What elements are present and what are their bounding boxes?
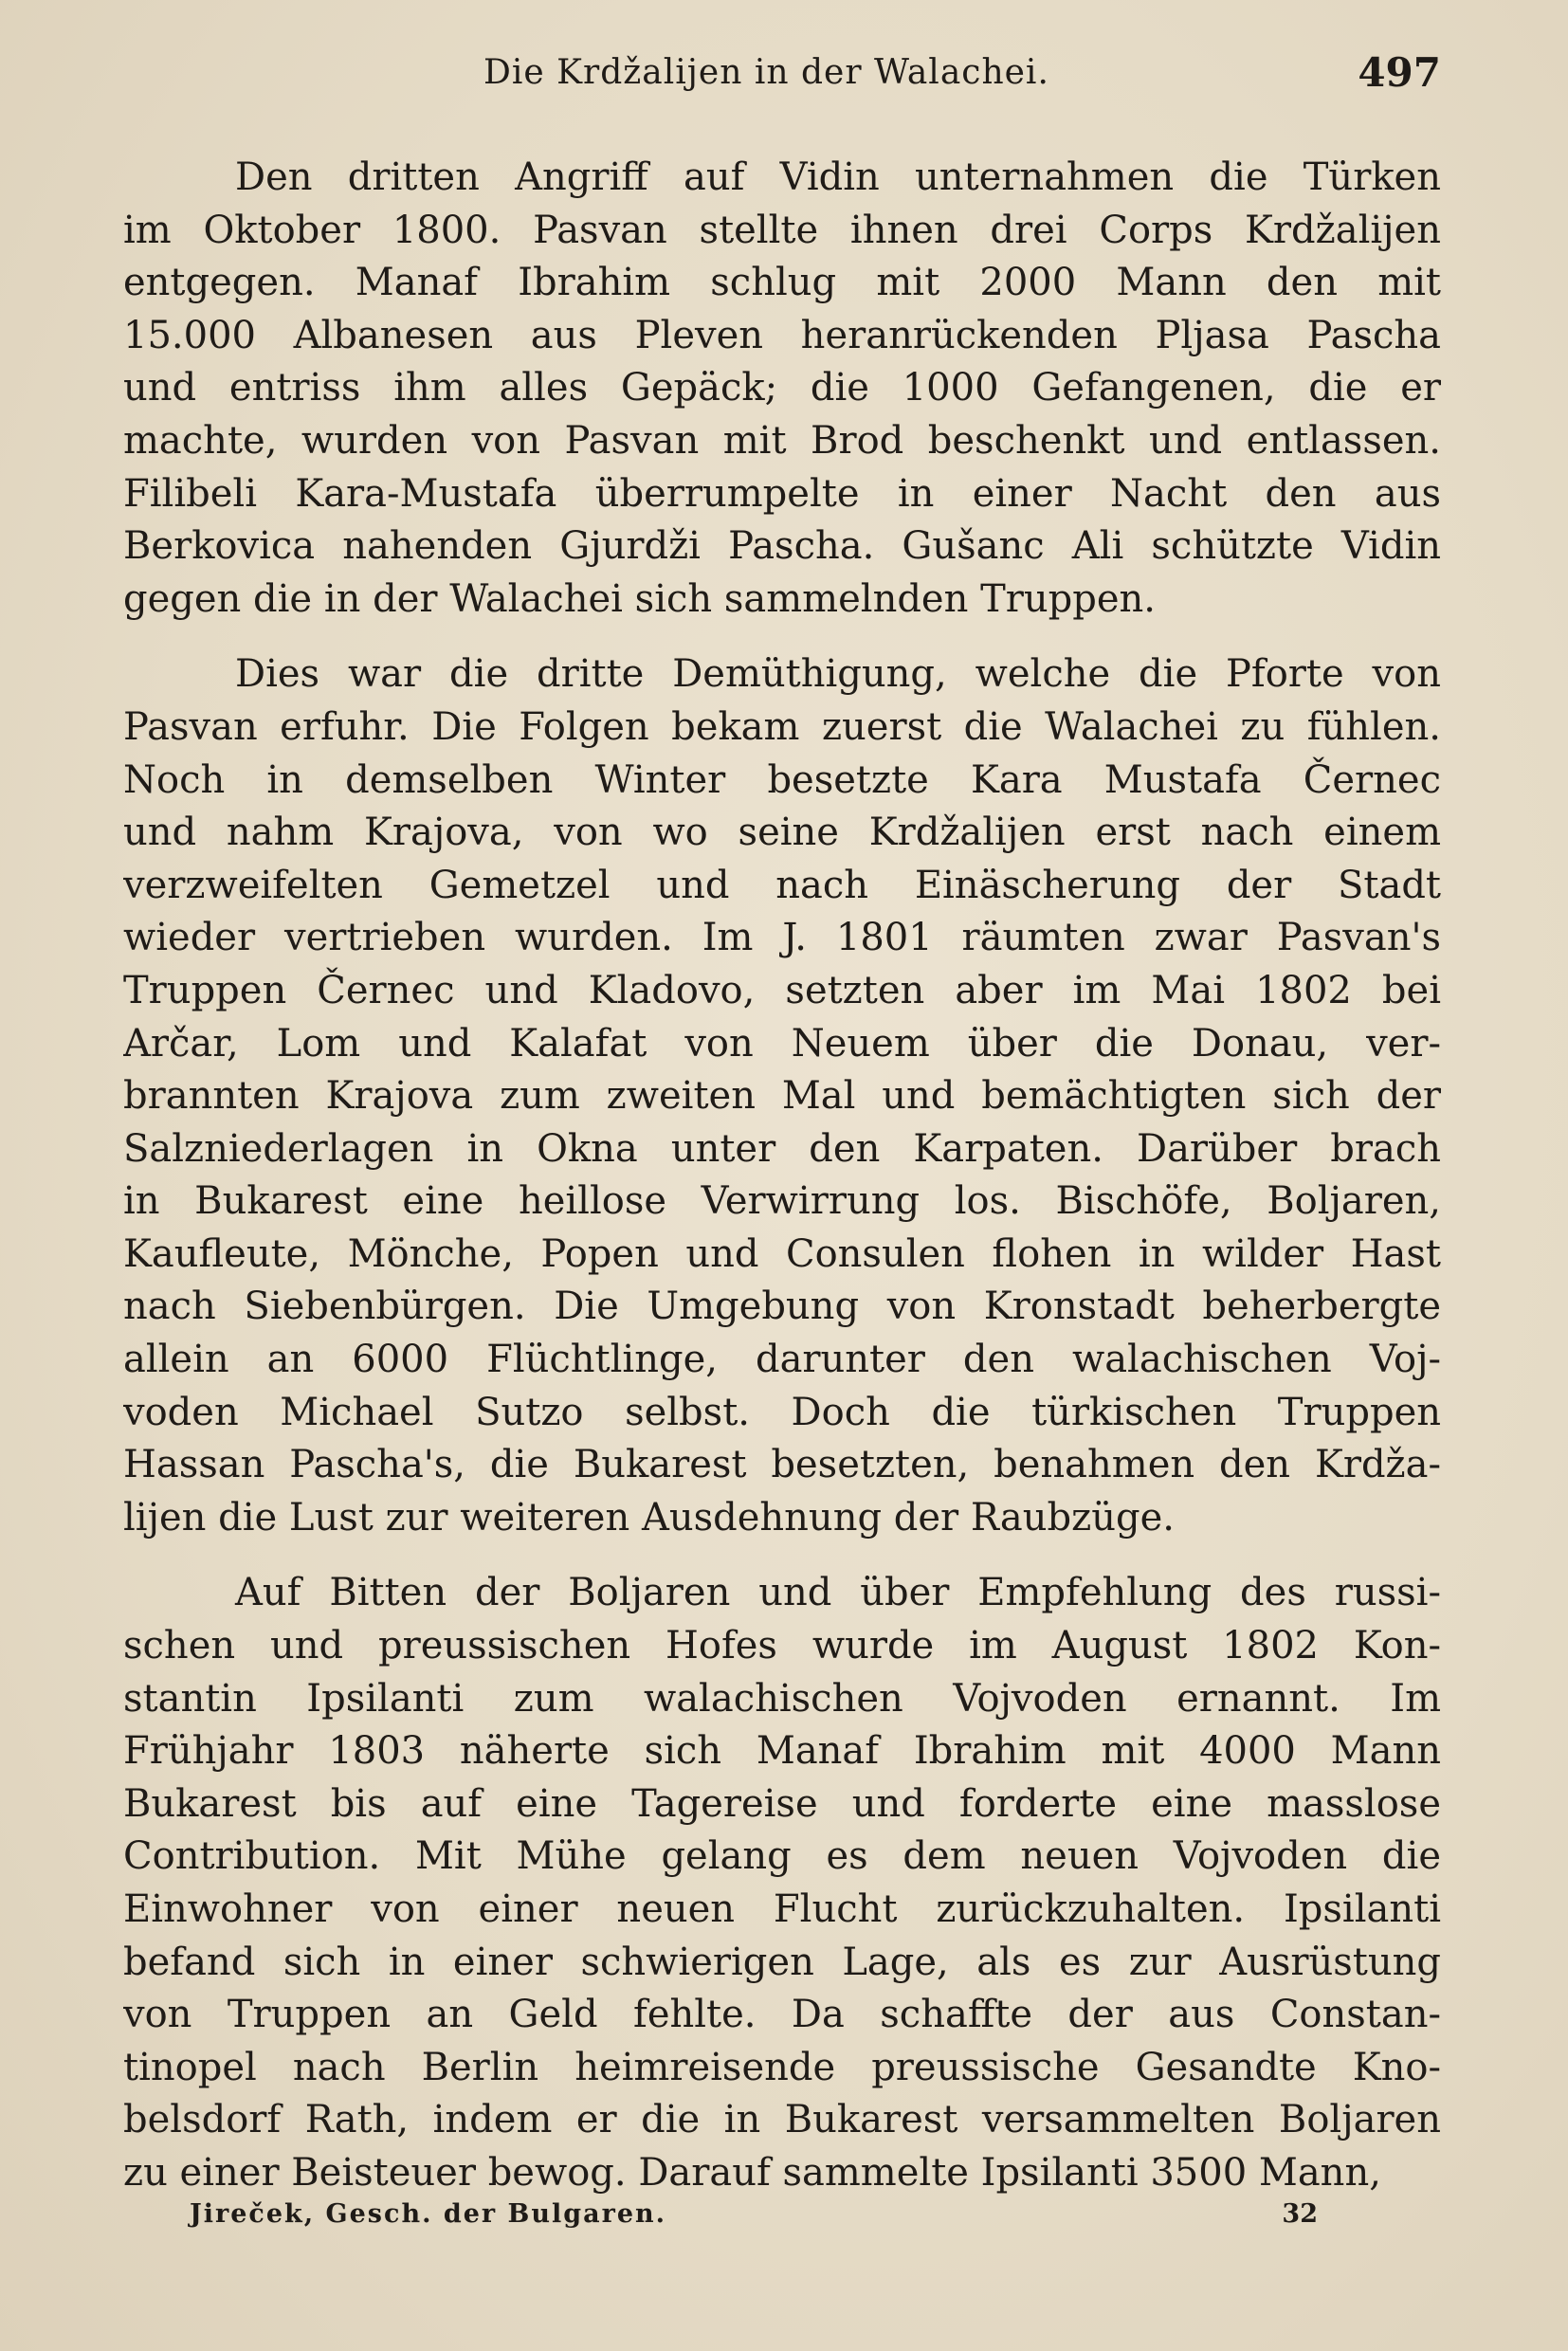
footer-signature: Jireček, Gesch. der Bulgaren.	[190, 2199, 667, 2229]
text-line: in Bukarest eine heillose Verwirrung los. Bischöfe, Boljaren,	[123, 1179, 1441, 1224]
footer-sheet-number: 32	[1282, 2199, 1318, 2229]
text-line: Arčar, Lom und Kalafat von Neuem über die Donau, ver-	[123, 1021, 1441, 1066]
text-line: schen und preussischen Hofes wurde im August 1802 Kon-	[123, 1624, 1441, 1668]
text-line: 15.000 Albanesen aus Pleven heranrückenden Pljasa Pascha	[123, 313, 1441, 357]
text-line: lijen die Lust zur weiteren Ausdehnung der Raubzüge.	[123, 1495, 1175, 1540]
page-number: 497	[1358, 49, 1441, 96]
body-text	[123, 152, 1441, 2223]
text-line: voden Michael Sutzo selbst. Doch die türkischen Truppen	[123, 1390, 1441, 1434]
text-line: Den dritten Angriff auf Vidin unternahmen die Türken	[235, 155, 1441, 199]
text-line: Einwohner von einer neuen Flucht zurückzuhalten. Ipsilanti	[123, 1887, 1441, 1931]
text-line: wieder vertrieben wurden. Im J. 1801 räumten zwar Pasvan's	[123, 916, 1441, 960]
text-line: Contribution. Mit Mühe gelang es dem neuen Vojvoden die	[123, 1834, 1441, 1879]
paragraph	[123, 152, 1441, 626]
text-line: befand sich in einer schwierigen Lage, als es zur Ausrüstung	[123, 1940, 1441, 1984]
text-line: Noch in demselben Winter besetzte Kara Mustafa Černec	[123, 757, 1441, 802]
text-line: Berkovica nahenden Gjurdži Pascha. Gušanc Ali schützte Vidin	[123, 524, 1441, 569]
text-line: allein an 6000 Flüchtlinge, darunter den walachischen Voj-	[123, 1338, 1441, 1382]
text-line: und nahm Krajova, von wo seine Krdžalijen erst nach einem	[123, 811, 1441, 855]
text-line: Auf Bitten der Boljaren und über Empfehlung des russi-	[235, 1571, 1441, 1615]
text-line: Pasvan erfuhr. Die Folgen bekam zuerst die Walachei zu fühlen.	[123, 704, 1441, 749]
text-line: von Truppen an Geld fehlte. Da schaffte der aus Constan-	[123, 1993, 1441, 2037]
text-line: belsdorf Rath, indem er die in Bukarest versammelten Boljaren	[123, 2098, 1441, 2142]
text-line: Salzniederlagen in Okna unter den Karpaten. Darüber brach	[123, 1126, 1441, 1171]
text-line: brannten Krajova zum zweiten Mal und bemächtigten sich der	[123, 1074, 1441, 1119]
text-line: Hassan Pascha's, die Bukarest besetzten, benahmen den Krdža-	[123, 1443, 1441, 1487]
running-title: Die Krdžalijen in der Walachei.	[483, 53, 1049, 92]
text-line: machte, wurden von Pasvan mit Brod beschenkt und entlassen.	[123, 418, 1441, 463]
text-line: Filibeli Kara-Mustafa überrumpelte in einer Nacht den aus	[123, 471, 1441, 516]
paragraph	[123, 648, 1441, 1544]
page-footer	[190, 2199, 1318, 2247]
text-line: tinopel nach Berlin heimreisende preussische Gesandte Kno-	[123, 2045, 1441, 2089]
text-line: nach Siebenbürgen. Die Umgebung von Kronstadt beherbergte	[123, 1285, 1441, 1329]
text-line: zu einer Beisteuer bewog. Darauf sammelte Ipsilanti 3500 Mann,	[123, 2150, 1381, 2195]
text-line: Frühjahr 1803 näherte sich Manaf Ibrahim mit 4000 Mann	[123, 1729, 1441, 1774]
text-line: Dies war die dritte Demüthigung, welche die Pforte von	[235, 652, 1441, 697]
page-header	[123, 49, 1441, 106]
text-line: Bukarest bis auf eine Tagereise und forderte eine masslose	[123, 1781, 1441, 1826]
text-line: Kaufleute, Mönche, Popen und Consulen flohen in wilder Hast	[123, 1231, 1441, 1276]
text-line: Truppen Černec und Kladovo, setzten aber im Mai 1802 bei	[123, 968, 1441, 1012]
text-line: im Oktober 1800. Pasvan stellte ihnen drei Corps Krdžalijen	[123, 208, 1441, 252]
text-line: entgegen. Manaf Ibrahim schlug mit 2000 Mann den mit	[123, 261, 1441, 305]
paragraph	[123, 1567, 1441, 2199]
text-line: stantin Ipsilanti zum walachischen Vojvoden ernannt. Im	[123, 1676, 1441, 1721]
text-line: und entriss ihm alles Gepäck; die 1000 Gefangenen, die er	[123, 366, 1441, 410]
text-line: gegen die in der Walachei sich sammelnden Truppen.	[123, 576, 1157, 621]
text-line: verzweifelten Gemetzel und nach Einäscherung der Stadt	[123, 863, 1441, 907]
